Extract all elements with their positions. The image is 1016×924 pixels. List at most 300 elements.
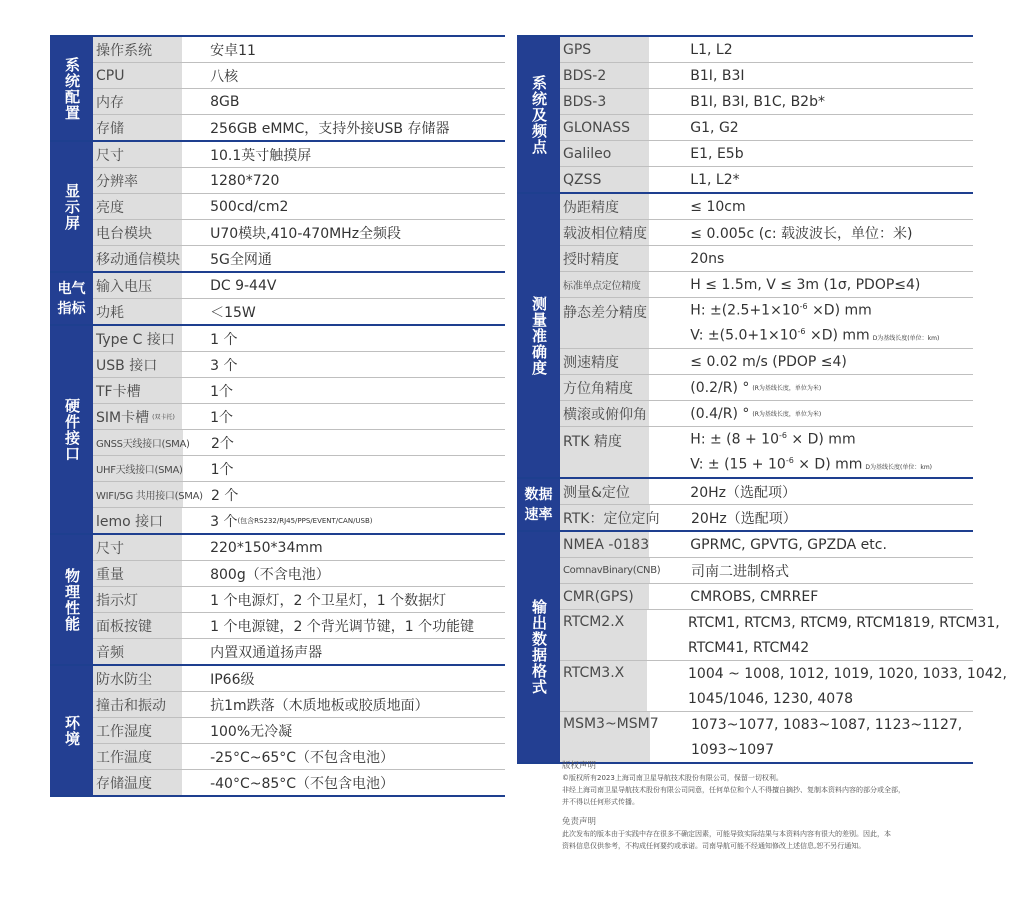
spec-group — [517, 192, 973, 477]
spec-value — [650, 37, 973, 62]
spec-value-text: 20Hz（选配项） — [691, 510, 797, 527]
spec-value — [650, 89, 973, 114]
spec-value-text: 八核 — [210, 68, 239, 85]
spec-value-text: 2 个 — [211, 487, 239, 504]
spec-label-text: 存储温度 — [96, 775, 152, 792]
spec-label-text: BDS-3 — [563, 93, 607, 110]
value-part: V: ± (15 + 10 — [690, 456, 786, 473]
spec-label-text: 载波相位精度 — [563, 225, 647, 242]
right-spec-table — [517, 35, 1007, 764]
spec-row — [93, 246, 505, 271]
spec-value-text: 1个 — [210, 383, 234, 400]
spec-value — [650, 349, 973, 374]
spec-label — [560, 505, 660, 530]
category-label: 物理性能 — [50, 535, 93, 664]
spec-value — [183, 37, 505, 62]
spec-value-line2: 1093~1097 — [691, 741, 774, 758]
spec-label — [93, 770, 183, 795]
spec-label-text: 授时精度 — [563, 251, 619, 268]
value-part: V: ±(5.0+1×10 — [690, 327, 798, 344]
spec-label-text: 输入电压 — [96, 278, 152, 295]
spec-value-line1: 1004 ~ 1008, 1012, 1019, 1020, 1033, 1042, — [688, 665, 1007, 682]
spec-label — [93, 246, 183, 271]
spec-value — [183, 194, 505, 219]
spec-label-text: GLONASS — [563, 119, 630, 136]
spec-value — [650, 246, 973, 271]
category-label: 显示屏 — [50, 142, 93, 271]
spec-value-text: ≤ 0.02 m/s (PDOP ≤4) — [690, 353, 847, 370]
spec-row — [560, 661, 1007, 712]
spec-row — [560, 427, 973, 477]
spec-label — [93, 482, 203, 507]
spec-label-text: 音频 — [96, 644, 124, 661]
spec-value-text: -40°C~85°C（不包含电池） — [210, 775, 395, 792]
spec-value-text: CMROBS, CMRREF — [690, 588, 819, 605]
spec-value-text: 1 个 — [210, 331, 238, 348]
value-part: × D) mm — [786, 431, 856, 448]
spec-row — [93, 299, 505, 324]
spec-value — [650, 532, 973, 557]
category-label: 输出数据格式 — [517, 532, 560, 762]
spec-label-text: 功耗 — [96, 304, 124, 321]
spec-value-text: (0.2/R) ° — [690, 379, 750, 396]
spec-value — [650, 401, 973, 426]
copyright-line: ©版权所有2023上海司南卫星导航技术股份有限公司，保留一切权利。 — [562, 774, 783, 782]
spec-label — [560, 37, 650, 62]
spec-row — [93, 456, 505, 482]
value-part: ×D) mm — [805, 327, 870, 344]
spec-label-text: 撞击和振动 — [96, 697, 166, 714]
spec-label-text: lemo 接口 — [96, 513, 164, 530]
spec-value — [183, 299, 505, 324]
spec-label — [93, 561, 183, 586]
spec-row — [93, 115, 505, 140]
spec-label-text: 标准单点定位精度 — [563, 281, 641, 292]
spec-label-text: 工作湿度 — [96, 723, 152, 740]
spec-value — [650, 298, 973, 348]
spec-label — [93, 142, 183, 167]
spec-label-note: (双卡托) — [152, 414, 175, 421]
spec-label-text: UHF天线接口(SMA) — [96, 465, 183, 476]
spec-row — [560, 63, 973, 89]
spec-group — [50, 37, 505, 140]
spec-value — [650, 141, 973, 166]
spec-value-text: IP66级 — [210, 671, 255, 688]
spec-value-text: ＜15W — [210, 304, 256, 321]
category-label: 硬件接口 — [50, 326, 93, 533]
spec-label — [560, 661, 648, 711]
category-label: 系统配置 — [50, 37, 93, 140]
spec-label — [93, 587, 183, 612]
spec-value-text: B1I, B3I — [690, 67, 745, 84]
value-part: H: ± (8 + 10 — [690, 431, 779, 448]
disclaimer-line: 此次发布的版本由于实践中存在很多不确定因素，可能导致实际结果与本资料内容有很大的差别。因此，本 — [562, 830, 891, 838]
spec-row — [560, 167, 973, 192]
spec-value-text: 3 个 — [210, 513, 238, 530]
disclaimer-title: 免责声明 — [562, 817, 597, 827]
spec-value-text: 100%无冷凝 — [210, 723, 293, 740]
spec-value-text: H ≤ 1.5m, V ≤ 3m (1σ, PDOP≤4) — [690, 276, 921, 293]
spec-row — [560, 115, 973, 141]
spec-label — [560, 427, 650, 477]
spec-row — [93, 378, 505, 404]
spec-value-text: L1, L2* — [690, 171, 740, 188]
spec-label — [560, 558, 661, 583]
spec-group — [50, 324, 505, 533]
spec-value-text: B1I, B3I, B1C, B2b* — [690, 93, 825, 110]
spec-label-text: 内存 — [96, 94, 124, 111]
spec-label — [93, 89, 183, 114]
spec-value — [184, 430, 505, 455]
spec-row — [560, 349, 973, 375]
spec-row — [93, 666, 505, 692]
spec-value-line1 — [690, 431, 855, 448]
spec-label — [560, 89, 650, 114]
spec-value-text: G1, G2 — [690, 119, 739, 136]
spec-value-text: -25°C~65°C（不包含电池） — [210, 749, 395, 766]
spec-value — [183, 587, 505, 612]
spec-value — [183, 326, 505, 351]
spec-label — [93, 326, 183, 351]
spec-row — [560, 141, 973, 167]
spec-row — [560, 712, 973, 762]
spec-value — [650, 375, 973, 400]
spec-row — [560, 610, 1000, 661]
spec-row — [93, 220, 505, 246]
spec-row — [560, 298, 973, 349]
spec-label-text: 测速精度 — [563, 354, 619, 371]
spec-value — [183, 639, 505, 664]
spec-value-note: (包含RS232/RJ45/PPS/EVENT/CAN/USB) — [237, 516, 373, 525]
category-label: 数据速率 — [517, 479, 560, 530]
spec-value-text: 500cd/cm2 — [210, 198, 289, 215]
spec-row — [93, 561, 505, 587]
value-note: D为基线长度(单位：km) — [865, 463, 933, 471]
spec-label — [93, 508, 183, 533]
spec-label — [93, 168, 183, 193]
spec-row — [93, 352, 505, 378]
spec-label-text: GNSS天线接口(SMA) — [96, 439, 190, 450]
spec-value — [651, 505, 973, 530]
spec-label-text: 移动通信模块 — [96, 251, 180, 268]
spec-row — [93, 587, 505, 613]
spec-label — [93, 299, 183, 324]
spec-group — [50, 664, 505, 797]
category-label: 电气指标 — [50, 273, 93, 324]
spec-label-text: 方位角精度 — [563, 380, 633, 397]
spec-label — [560, 167, 650, 192]
spec-value-text: 内置双通道扬声器 — [210, 644, 323, 661]
spec-label — [93, 220, 183, 245]
spec-value-text: 10.1英寸触摸屏 — [210, 147, 312, 164]
spec-row — [560, 532, 973, 558]
spec-label — [560, 220, 650, 245]
spec-value — [183, 692, 505, 717]
spec-value-text: ≤ 10cm — [690, 198, 746, 215]
spec-value-text: 2个 — [211, 435, 234, 452]
spec-value — [651, 558, 973, 583]
spec-value — [183, 142, 505, 167]
spec-label — [93, 194, 183, 219]
spec-row — [560, 246, 973, 272]
category-label: 环境 — [50, 666, 93, 795]
spec-value — [650, 272, 973, 297]
notes-section — [562, 756, 962, 852]
spec-row — [93, 744, 505, 770]
spec-label — [93, 666, 183, 691]
spec-label — [560, 712, 659, 762]
spec-value-text: (0.4/R) ° — [690, 405, 750, 422]
spec-value — [183, 273, 505, 298]
spec-row — [93, 718, 505, 744]
spec-row — [93, 142, 505, 168]
spec-value-text: 8GB — [210, 93, 240, 110]
spec-value — [183, 378, 505, 403]
spec-label — [93, 352, 183, 377]
spec-row — [93, 430, 505, 456]
spec-label — [93, 273, 183, 298]
spec-value — [650, 220, 973, 245]
spec-label — [93, 404, 183, 429]
spec-value — [650, 479, 973, 504]
spec-row — [560, 89, 973, 115]
spec-label — [560, 349, 650, 374]
spec-label — [560, 375, 650, 400]
copyright-title: 版权声明 — [562, 761, 597, 771]
value-part: × D) mm — [793, 456, 863, 473]
spec-label — [93, 639, 183, 664]
spec-value-text: 1280*720 — [210, 172, 280, 189]
spec-label — [93, 744, 183, 769]
spec-label-text: 伪距精度 — [563, 199, 619, 216]
spec-label-text: RTCM3.X — [563, 665, 625, 681]
spec-label-text: 工作温度 — [96, 749, 152, 766]
spec-value-text: 256GB eMMC，支持外接USB 存储器 — [210, 120, 450, 137]
spec-label-text: 尺寸 — [96, 540, 124, 557]
spec-value — [650, 167, 973, 192]
spec-value — [183, 220, 505, 245]
spec-label-text: NMEA -0183 — [563, 536, 650, 553]
spec-group — [517, 37, 973, 192]
spec-value — [183, 63, 505, 88]
spec-value — [650, 194, 973, 219]
spec-label-text: 重量 — [96, 566, 124, 583]
spec-row — [93, 508, 505, 533]
spec-label — [560, 246, 650, 271]
spec-value — [183, 89, 505, 114]
value-part: ×D) mm — [807, 302, 872, 319]
spec-label-text: CPU — [96, 67, 125, 84]
spec-label-text: CMR(GPS) — [563, 588, 634, 605]
spec-row — [93, 404, 505, 430]
spec-row — [560, 194, 973, 220]
spec-row — [560, 220, 973, 246]
spec-value-text: 1 个电源键，2 个背光调节键，1 个功能键 — [210, 618, 475, 635]
spec-label — [93, 692, 183, 717]
value-part: H: ±(2.5+1×10 — [690, 302, 800, 319]
spec-value — [650, 584, 973, 609]
spec-row — [93, 273, 505, 299]
category-label: 系统及频点 — [517, 37, 560, 192]
spec-label-text: 横滚或俯仰角 — [563, 406, 647, 423]
spec-label — [93, 613, 183, 638]
spec-label-text: TF卡槽 — [96, 383, 141, 400]
disclaimer-line: 资料信息仅供参考，不构成任何要约或承诺。司南导航可能不经通知修改上述信息,恕不另行通知。 — [562, 842, 866, 850]
spec-value — [183, 770, 505, 795]
spec-label-text: 指示灯 — [96, 592, 138, 609]
copyright-line: 非经上海司南卫星导航技术股份有限公司同意，任何单位和个人不得擅自摘抄、复制本资料内容的部分或全部， — [562, 786, 905, 794]
spec-label-text: 防水防尘 — [96, 671, 152, 688]
spec-row — [93, 613, 505, 639]
spec-value-text: 800g（不含电池） — [210, 566, 330, 583]
value-sup: -6 — [799, 302, 808, 312]
spec-label-text: 电台模块 — [96, 225, 152, 242]
spec-row — [560, 558, 973, 584]
spec-label — [560, 401, 650, 426]
spec-row — [93, 194, 505, 220]
spec-value-text: 司南二进制格式 — [691, 563, 789, 580]
spec-label — [560, 532, 650, 557]
spec-value-note: (R为基线长度，单位为米) — [752, 411, 822, 418]
spec-value — [183, 535, 505, 560]
spec-value — [648, 661, 1007, 711]
spec-label — [560, 584, 650, 609]
spec-row — [560, 375, 973, 401]
spec-label — [560, 141, 650, 166]
spec-value-text: E1, E5b — [690, 145, 744, 162]
spec-label-text: ComnavBinary(CNB) — [563, 565, 661, 576]
category-label: 测量准确度 — [517, 194, 560, 477]
spec-value — [183, 561, 505, 586]
spec-label-text: 静态差分精度 — [563, 305, 647, 321]
spec-label — [93, 456, 184, 481]
spec-row — [560, 272, 973, 298]
spec-value-text: 20ns — [690, 250, 725, 267]
spec-value-text: 1个 — [210, 461, 234, 478]
spec-label — [560, 272, 650, 297]
spec-value — [183, 508, 505, 533]
spec-row — [560, 401, 973, 427]
spec-label-text: Galileo — [563, 145, 612, 162]
spec-label-text: 面板按键 — [96, 618, 152, 635]
spec-label-text: RTCM2.X — [563, 614, 625, 630]
spec-label — [93, 37, 183, 62]
value-sup: -6 — [779, 431, 787, 441]
spec-label-text: QZSS — [563, 171, 602, 188]
spec-label — [560, 298, 650, 348]
spec-value-line1: 1073~1077, 1083~1087, 1123~1127, — [691, 716, 963, 733]
spec-value — [650, 427, 973, 477]
spec-label-text: 操作系统 — [96, 42, 152, 59]
spec-label — [560, 479, 650, 504]
spec-label — [93, 430, 190, 455]
spec-row — [93, 168, 505, 194]
spec-value — [183, 613, 505, 638]
spec-label — [93, 378, 183, 403]
spec-row — [93, 482, 505, 508]
spec-value — [651, 712, 973, 762]
copyright-line: 并不得以任何形式传播。 — [562, 798, 639, 806]
spec-label-text: 分辨率 — [96, 173, 138, 190]
spec-label-text: 存储 — [96, 120, 124, 137]
spec-value-text: 20Hz（选配项） — [690, 484, 796, 501]
spec-label-text: GPS — [563, 41, 592, 58]
spec-value — [650, 115, 973, 140]
spec-value — [183, 404, 505, 429]
spec-value-text: ≤ 0.005c (c: 载波波长，单位：米) — [690, 225, 913, 242]
spec-value-line1 — [690, 302, 871, 319]
spec-value-text: 5G全网通 — [210, 251, 272, 268]
spec-row — [93, 63, 505, 89]
value-sup: -6 — [797, 327, 806, 337]
spec-value-line2 — [690, 327, 939, 344]
spec-value — [184, 482, 505, 507]
spec-label-text: 尺寸 — [96, 147, 124, 164]
spec-row — [560, 505, 973, 530]
spec-group — [50, 271, 505, 324]
spec-value-text: 1个 — [210, 409, 234, 426]
spec-row — [93, 37, 505, 63]
spec-label — [560, 194, 650, 219]
spec-label-text: USB 接口 — [96, 357, 158, 374]
spec-label-text: RTK：定位定向 — [563, 510, 660, 527]
spec-value-line2: RTCM41, RTCM42 — [688, 639, 810, 656]
spec-value — [183, 666, 505, 691]
spec-row — [93, 639, 505, 664]
spec-value-text: U70模块,410-470MHz全频段 — [210, 225, 402, 242]
spec-value — [184, 456, 505, 481]
value-sup: -6 — [785, 456, 794, 466]
spec-label — [93, 63, 183, 88]
left-spec-table — [50, 35, 505, 797]
spec-value-text: GPRMC, GPVTG, GPZDA etc. — [690, 536, 887, 553]
spec-value-text: DC 9-44V — [210, 277, 277, 294]
spec-label — [93, 535, 183, 560]
spec-value-text: 1 个电源灯，2 个卫星灯，1 个数据灯 — [210, 592, 447, 609]
spec-label-text: SIM卡槽 — [96, 409, 150, 426]
spec-value-note: (R为基线长度，单位为米) — [752, 385, 822, 392]
spec-group — [50, 533, 505, 664]
spec-value — [183, 115, 505, 140]
spec-value — [183, 352, 505, 377]
value-note: D为基线长度(单位：km) — [872, 334, 940, 342]
spec-group — [517, 477, 973, 530]
spec-row — [93, 535, 505, 561]
spec-value-line2 — [690, 456, 932, 473]
spec-group — [517, 530, 1007, 764]
spec-label-text: 亮度 — [96, 199, 124, 216]
spec-row — [93, 770, 505, 795]
spec-value-text: 3 个 — [210, 357, 238, 374]
spec-label-text: Type C 接口 — [96, 331, 175, 348]
spec-value-text: 抗1m跌落（木质地板或胶质地面） — [210, 697, 429, 714]
spec-value — [183, 168, 505, 193]
spec-label-text: 测量&定位 — [563, 484, 630, 501]
spec-row — [93, 89, 505, 115]
spec-label — [560, 63, 650, 88]
spec-value — [183, 744, 505, 769]
spec-value — [648, 610, 1000, 660]
spec-value-text: L1, L2 — [690, 41, 733, 58]
spec-row — [93, 692, 505, 718]
spec-value — [183, 718, 505, 743]
spec-label — [93, 718, 183, 743]
spec-label — [93, 115, 183, 140]
spec-label-text: MSM3~MSM7 — [563, 716, 659, 732]
spec-label — [560, 610, 648, 660]
spec-row — [560, 584, 973, 610]
spec-row — [93, 326, 505, 352]
